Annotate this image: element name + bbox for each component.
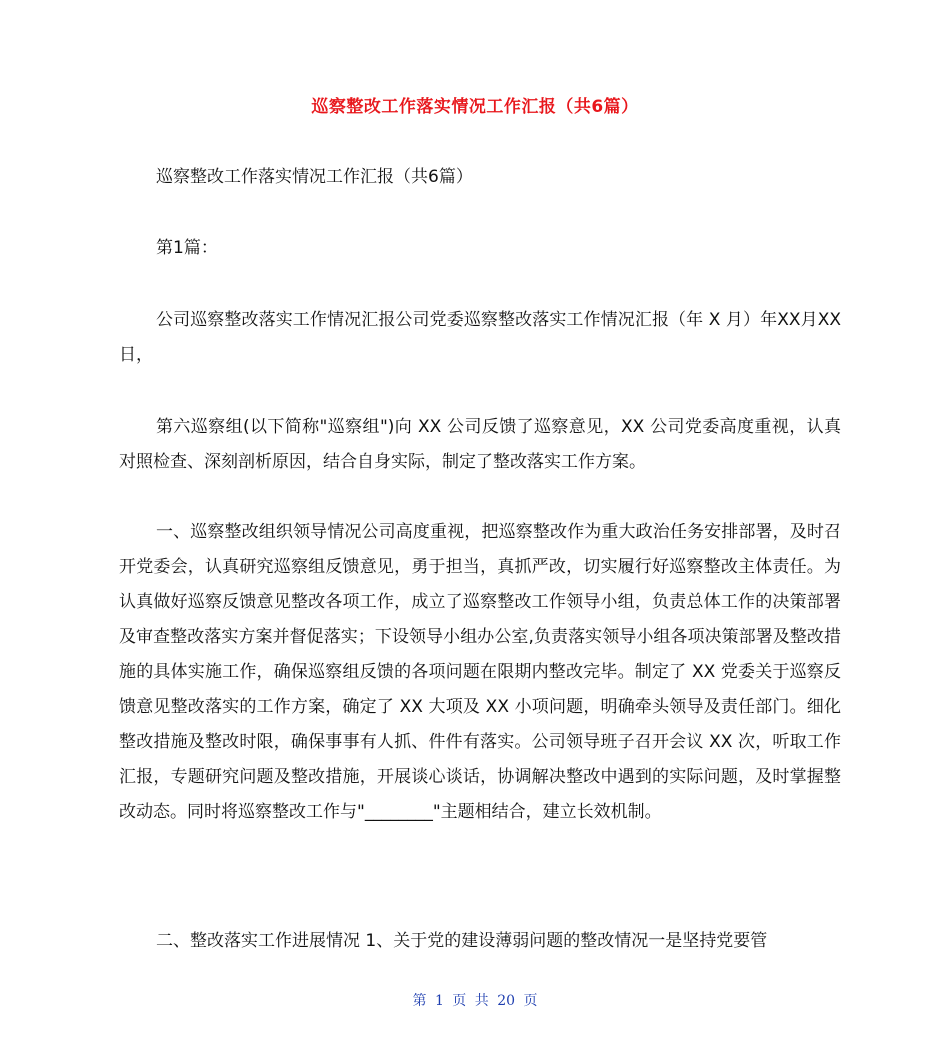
paragraph-section-label: 第1篇： <box>156 238 218 258</box>
paragraph-section-one: 一、巡察整改组织领导情况公司高度重视，把巡察整改作为重大政治任务安排部署，及时召开党委会，认真研究巡察组反馈意见，勇于担当，真抓严改，切实履行好巡察整改主体责任。为认真做好巡察反馈意见整改各项工作，成立了巡察整改工作领导小组，负责总体工作的决策部署及审查整改落实方案并督促落实；下设领导小组办公室,负责落实领导小组各项决策部署及整改措施的具体实施工作，确保巡察组反馈的各项问题在限期内整改完毕。制定了 XX 党委关于巡察反馈意见整改落实的工作方案，确定了 XX 大项及 XX 小项问题，明确牵头领导及责任部门。细化整改措施及整改时限，确保事事有人抓、件件有落实。公司领导班子召开会议 XX 次，听取工作汇报，专题研究问题及整改措施，开展谈心谈话，协调解决整改中遇到的实际问题，及时掌握整改动态。同时将巡察整改工作与"________"主题相结合，建立长效机制。 <box>119 522 841 822</box>
page-number-footer: 第 1 页 共 20 页 <box>412 993 538 1009</box>
paragraph-subtitle: 巡察整改工作落实情况工作汇报（共6篇） <box>156 167 473 187</box>
paragraph-section-two: 二、整改落实工作进展情况 1、关于党的建设薄弱问题的整改情况一是坚持党要管 <box>156 931 768 951</box>
paragraph-report-heading: 公司巡察整改落实工作情况汇报公司党委巡察整改落实工作情况汇报（年 X 月）年XX月XX日， <box>119 310 841 365</box>
paragraph-intro: 第六巡察组(以下简称"巡察组")向 XX 公司反馈了巡察意见，XX 公司党委高度重视，认真对照检查、深刻剖析原因，结合自身实际，制定了整改落实工作方案。 <box>119 417 841 472</box>
document-title: 巡察整改工作落实情况工作汇报（共6篇） <box>311 97 639 117</box>
